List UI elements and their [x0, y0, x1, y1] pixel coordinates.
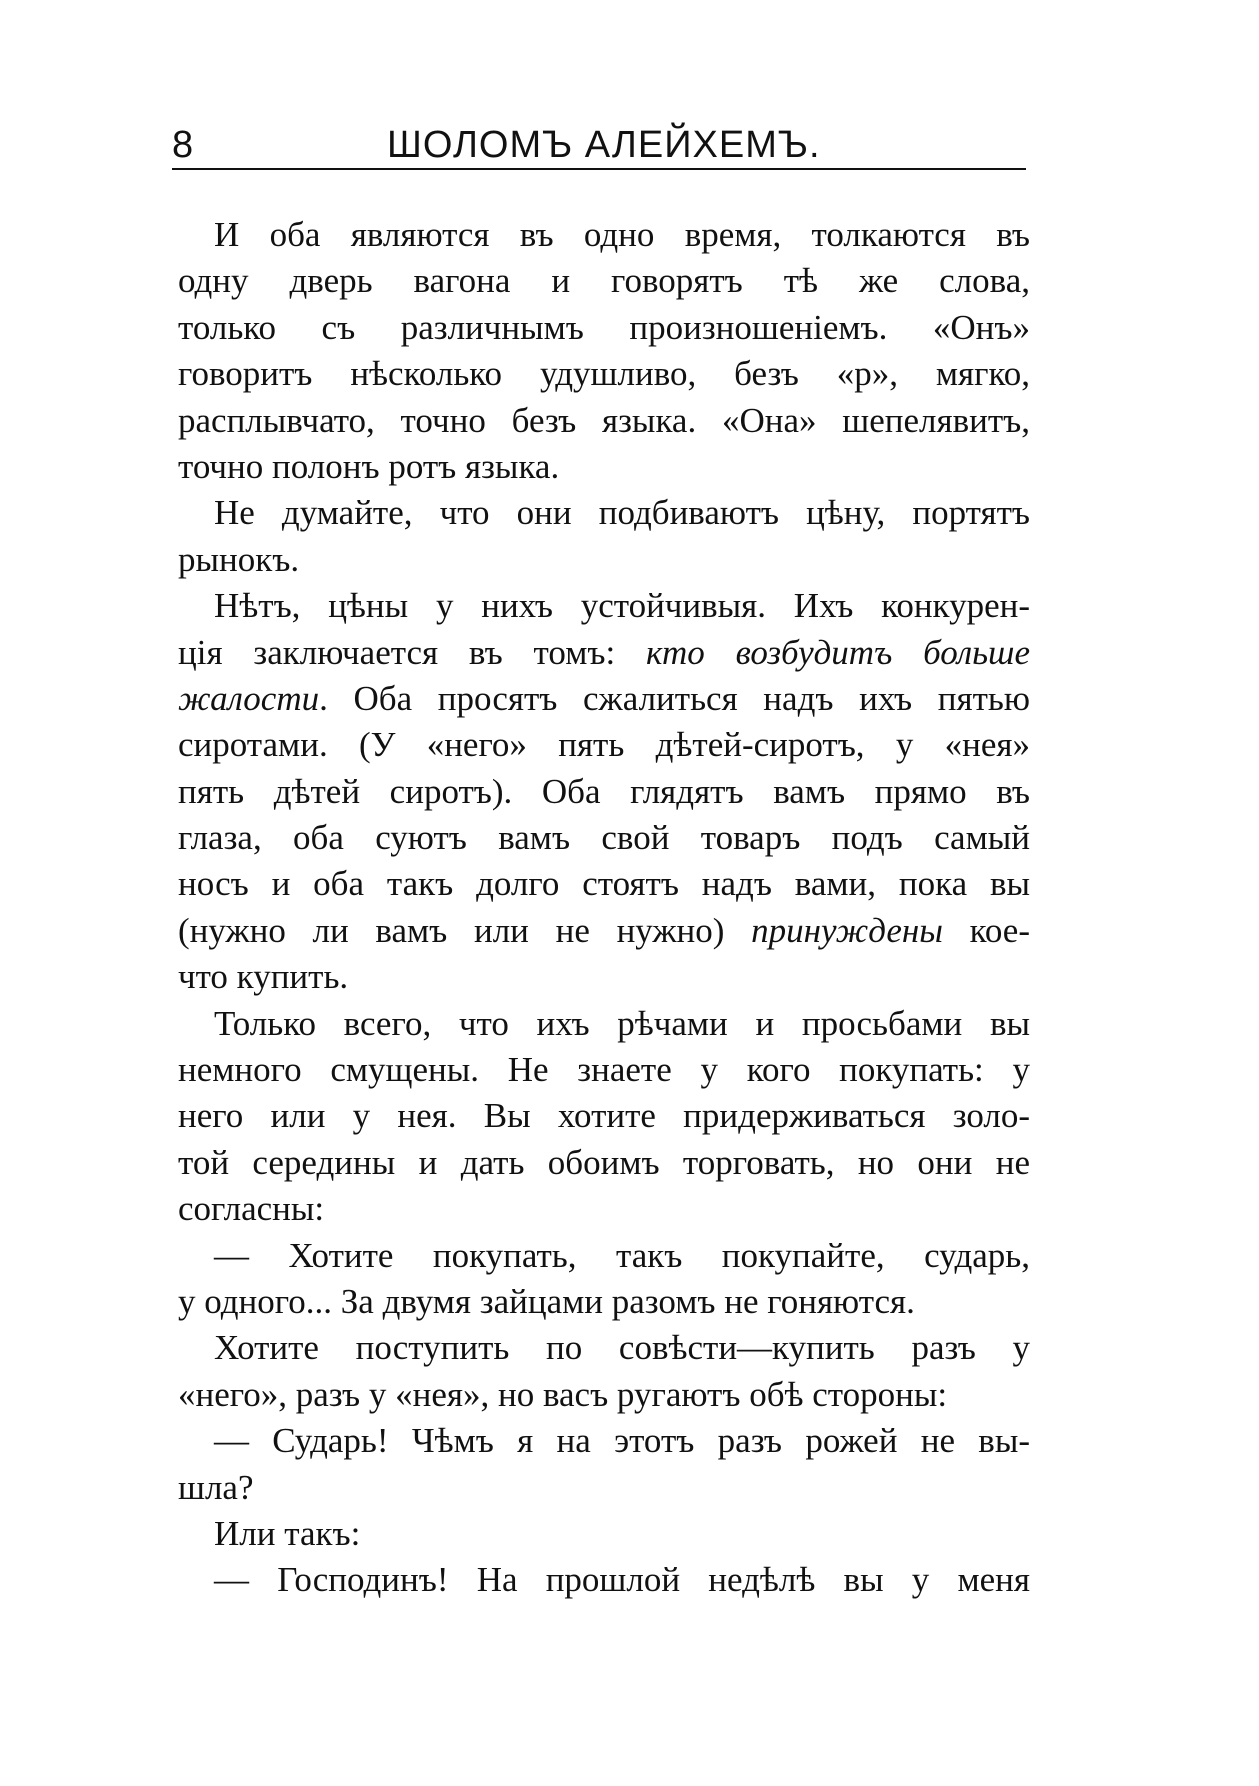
text-line	[178, 630, 1030, 676]
line-text: только съ различнымъ произношеніемъ. «Онъ»	[178, 307, 1030, 347]
line-text: немного смущены. Не знаете у кого покупать: у	[178, 1050, 1030, 1090]
text-line	[178, 815, 1030, 861]
text-line	[178, 398, 1030, 444]
text-line	[178, 305, 1030, 351]
header-rule	[172, 168, 1026, 170]
body-text	[178, 212, 1030, 1604]
italic-text: кто возбудитъ больше	[646, 632, 1031, 672]
line-text: Хотите поступить по совѣсти—купить разъ у	[214, 1328, 1030, 1368]
line-text: — Сударь! Чѣмъ я на этотъ разъ рожей не вы-	[214, 1421, 1030, 1461]
text-line	[178, 769, 1030, 815]
line-text: точно полонъ ротъ языка.	[178, 446, 560, 486]
line-text: сиротами. (У «него» пять дѣтей-сиротъ, у «нея»	[178, 725, 1030, 765]
running-head: ШОЛОМЪ АЛЕЙХЕМЪ.	[387, 124, 821, 166]
line-text: той середины и дать обоимъ торговать, но они не	[178, 1142, 1030, 1182]
text-line	[178, 1511, 1030, 1557]
text-line	[178, 1465, 1030, 1511]
text-line	[178, 212, 1030, 258]
text-line	[178, 1557, 1030, 1603]
text-line	[178, 1047, 1030, 1093]
line-text: него или у нея. Вы хотите придерживаться золо-	[178, 1096, 1030, 1136]
line-text: И оба являются въ одно время, толкаются въ	[214, 215, 1030, 254]
text-line	[178, 1093, 1030, 1139]
line-text: Только всего, что ихъ рѣчами и просьбами вы	[214, 1003, 1030, 1043]
line-text: (нужно ли вамъ или не нужно)	[178, 910, 752, 950]
text-line	[178, 583, 1030, 629]
text-line	[178, 722, 1030, 768]
line-text: расплывчато, точно безъ языка. «Она» шепелявитъ,	[178, 400, 1030, 440]
line-text: рынокъ.	[178, 539, 300, 579]
text-line	[178, 1001, 1030, 1047]
text-line	[178, 1418, 1030, 1464]
text-line	[178, 444, 1030, 490]
line-text: . Оба просятъ сжалиться надъ ихъ пятью	[319, 678, 1030, 718]
text-line	[178, 908, 1030, 954]
line-text: глаза, оба суютъ вамъ свой товаръ подъ самый	[178, 818, 1030, 858]
text-line	[178, 351, 1030, 397]
line-text: пять дѣтей сиротъ). Оба глядятъ вамъ прямо въ	[178, 771, 1030, 811]
text-line	[178, 676, 1030, 722]
text-line	[178, 1233, 1030, 1279]
italic-text: жалости	[178, 678, 320, 718]
line-text: ція заключается въ томъ:	[178, 632, 647, 672]
line-text: шла?	[178, 1467, 254, 1507]
page-header	[172, 115, 1026, 170]
text-line	[178, 1140, 1030, 1186]
text-line	[178, 258, 1030, 304]
page-number: 8	[172, 124, 194, 166]
text-line	[178, 1279, 1030, 1325]
line-text: Нѣтъ, цѣны у нихъ устойчивыя. Ихъ конкурен-	[214, 586, 1030, 626]
line-text: — Хотите покупать, такъ покупайте, сударь,	[214, 1235, 1030, 1275]
line-text: — Господинъ! На прошлой недѣлѣ вы у меня	[214, 1560, 1030, 1600]
line-text: Или такъ:	[214, 1513, 361, 1553]
line-text: кое-	[942, 910, 1030, 950]
text-line	[178, 861, 1030, 907]
line-text: Не думайте, что они подбиваютъ цѣну, портятъ	[214, 493, 1030, 533]
text-line	[178, 490, 1030, 536]
line-text: у одного... За двумя зайцами разомъ не гоняются.	[178, 1281, 915, 1321]
text-line	[178, 1186, 1030, 1232]
text-line	[178, 1325, 1030, 1371]
italic-text: принуждены	[751, 910, 943, 950]
text-line	[178, 954, 1030, 1000]
line-text: что купить.	[178, 957, 349, 997]
text-line	[178, 537, 1030, 583]
line-text: одну дверь вагона и говорятъ тѣ же слова,	[178, 261, 1030, 301]
line-text: согласны:	[178, 1189, 325, 1229]
line-text: говоритъ нѣсколько удушливо, безъ «р», мягко,	[178, 354, 1030, 394]
line-text: «него», разъ у «нея», но васъ ругаютъ обѣ стороны:	[178, 1374, 948, 1414]
text-line	[178, 1372, 1030, 1418]
line-text: носъ и оба такъ долго стоятъ надъ вами, пока вы	[178, 864, 1030, 904]
